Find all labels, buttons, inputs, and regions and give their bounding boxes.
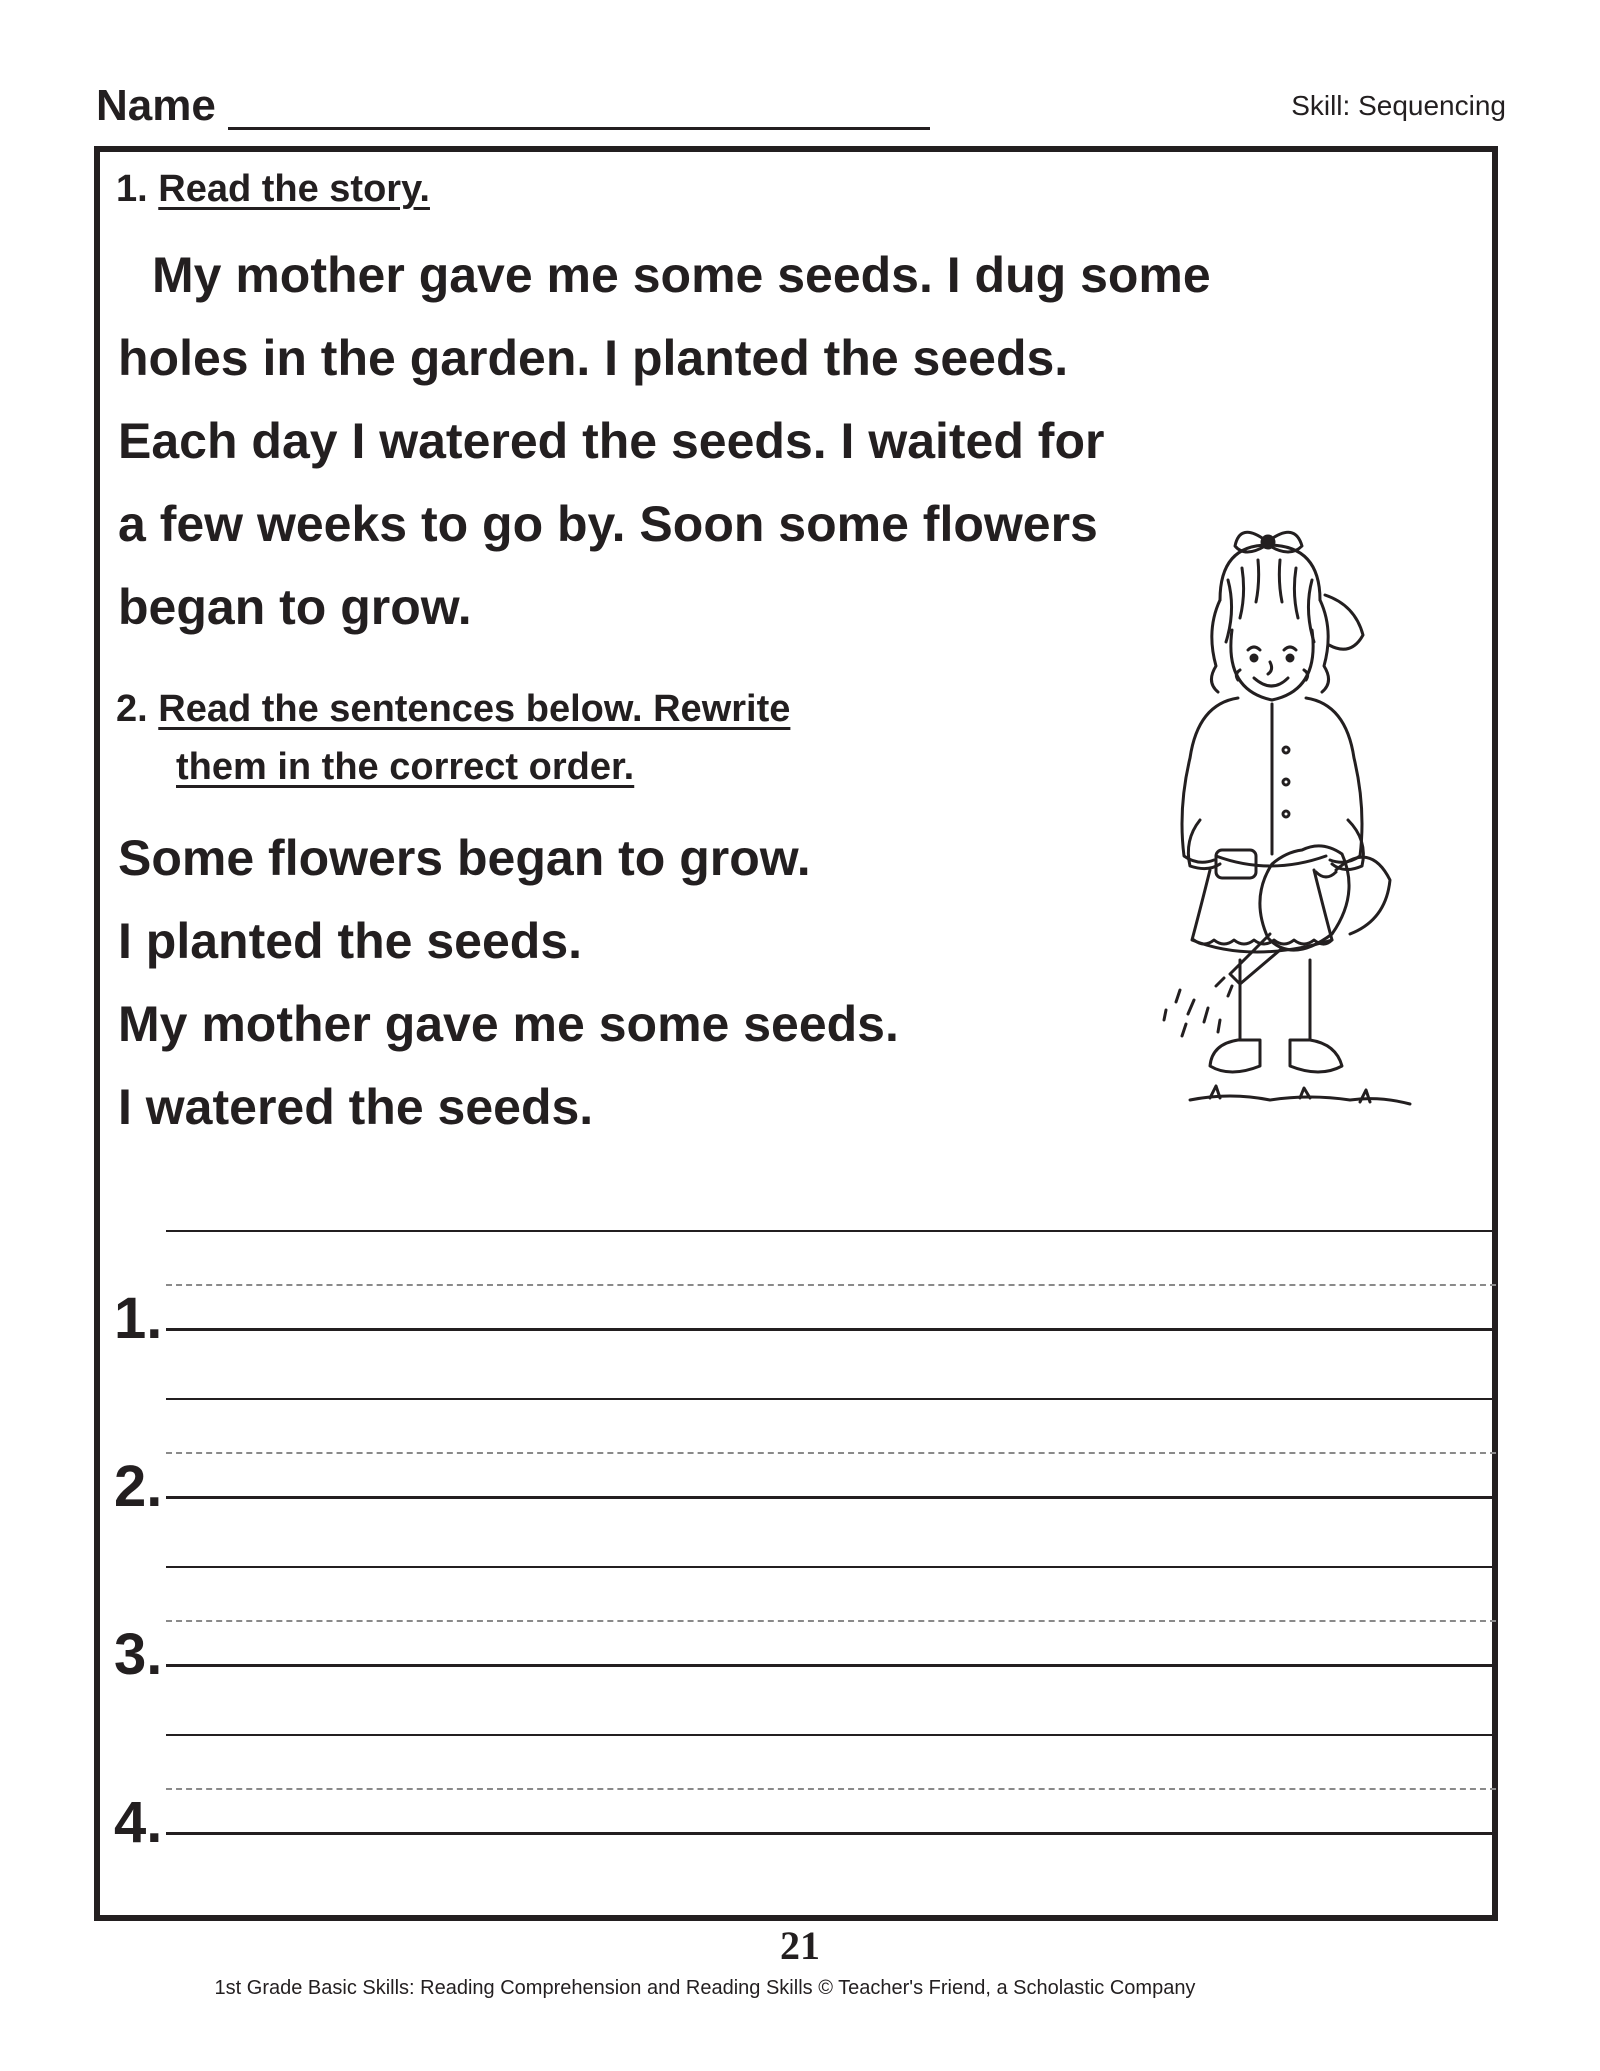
answer-number-2: 2. (114, 1454, 163, 1519)
answer-line-2[interactable] (166, 1398, 1496, 1499)
footer-credit: 1st Grade Basic Skills: Reading Comprehension and Reading Skills © Teacher's Friend, a Scholastic Company (214, 1977, 1196, 1999)
answer-number-1: 1. (114, 1286, 163, 1351)
skill-label: Skill: Sequencing (1291, 90, 1506, 121)
story-line: began to grow. (118, 579, 472, 635)
story-line: a few weeks to go by. Soon some flowers (118, 496, 1098, 552)
section1-text: Read the story. (158, 168, 430, 210)
answer-number-4: 4. (114, 1790, 163, 1855)
section2-text-line1: Read the sentences below. Rewrite (158, 688, 791, 730)
story-line: Each day I watered the seeds. I waited for (118, 413, 1105, 469)
sentence-item: I planted the seeds. (118, 913, 583, 969)
sentence-item: Some flowers began to grow. (118, 830, 811, 886)
story (118, 234, 1258, 649)
name-line[interactable] (228, 127, 930, 130)
story-line: holes in the garden. I planted the seeds. (118, 330, 1069, 386)
answer-line-3[interactable] (166, 1566, 1496, 1667)
section1-number: 1. (116, 168, 148, 210)
name-label: Name (96, 81, 216, 130)
answer-line-1[interactable] (166, 1230, 1496, 1331)
section1-instruction (116, 160, 430, 218)
answer-number-3: 3. (114, 1622, 163, 1687)
story-line: My mother gave me some seeds. I dug some (152, 247, 1211, 303)
section2-text-line2: them in the correct order. (176, 746, 635, 788)
page-number: 21 (780, 1923, 820, 1968)
girl-watering-flowers-icon (1120, 520, 1440, 1140)
section2-number: 2. (116, 688, 148, 730)
sentence-item: I watered the seeds. (118, 1079, 594, 1135)
section2-instruction (116, 680, 790, 796)
sentence-item: My mother gave me some seeds. (118, 996, 899, 1052)
sentence-list (118, 817, 899, 1149)
answer-line-4[interactable] (166, 1734, 1496, 1835)
